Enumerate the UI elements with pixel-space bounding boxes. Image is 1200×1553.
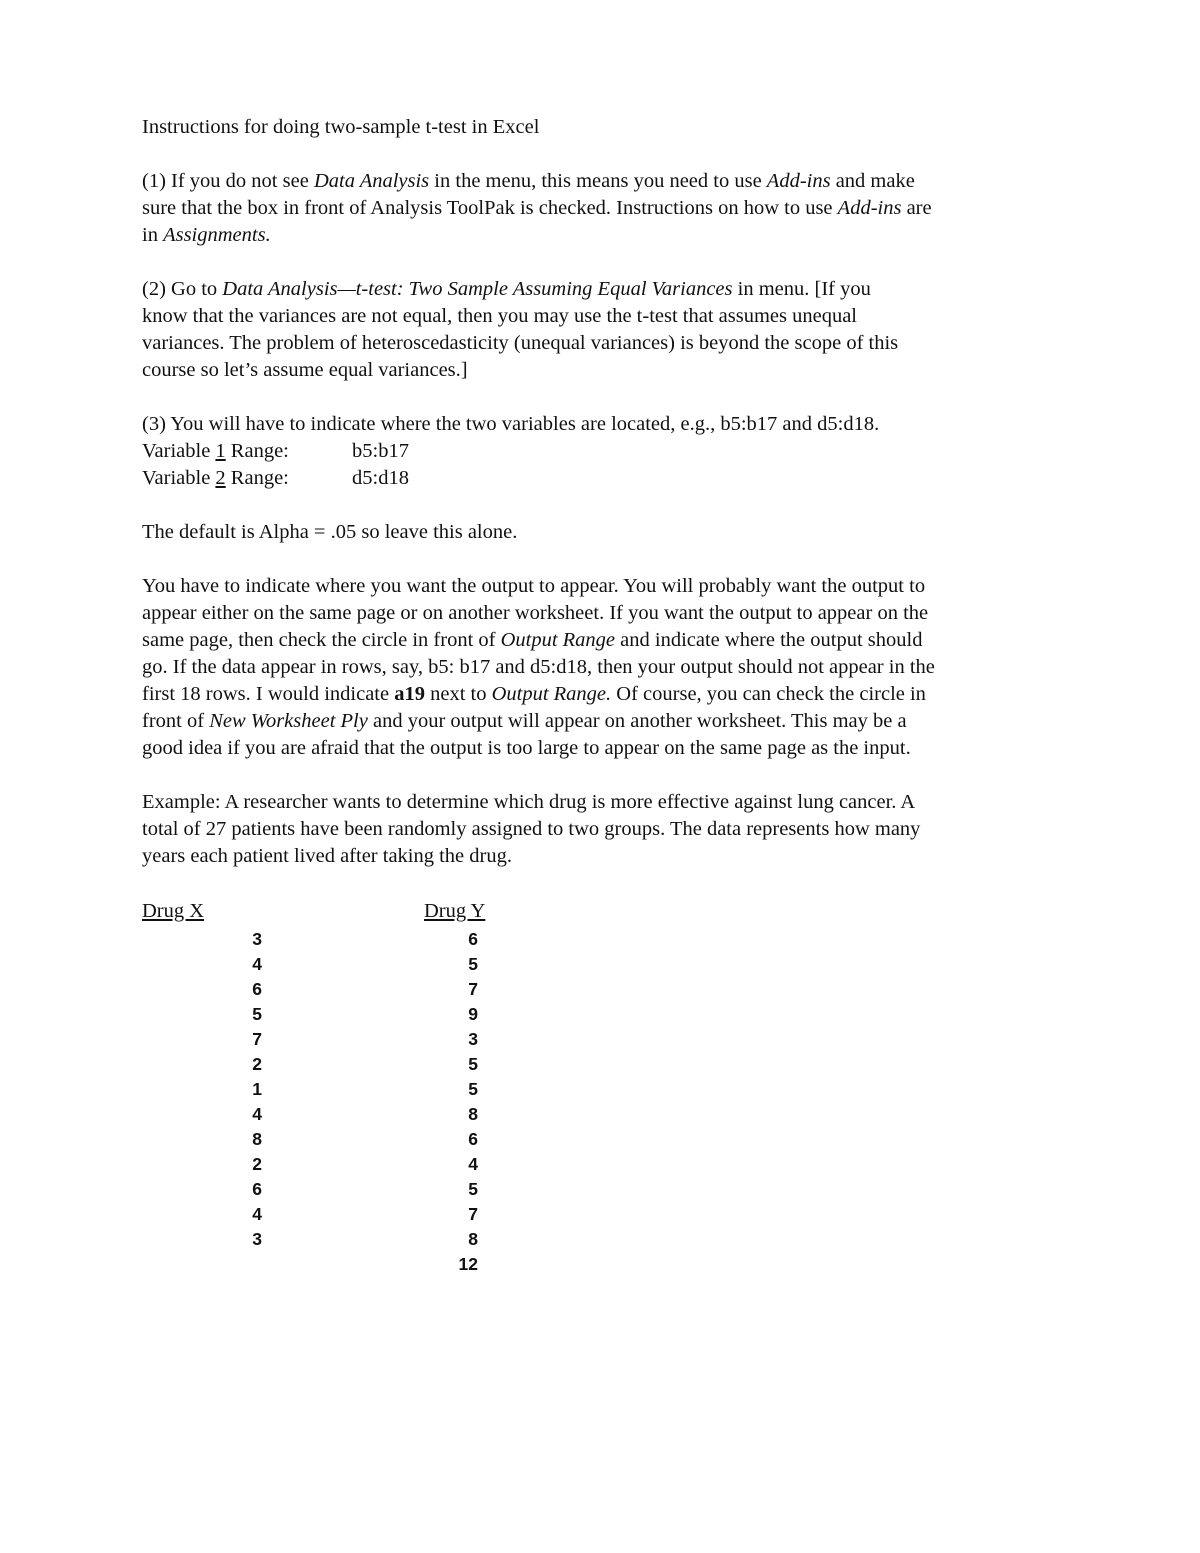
range-value: d5:d18 xyxy=(352,467,409,489)
table-cell: 6 xyxy=(468,1129,478,1149)
text: 2 xyxy=(215,467,226,489)
text: Variable xyxy=(142,440,216,462)
drug-x-header: Drug X xyxy=(142,900,205,922)
table-cell: 5 xyxy=(252,1004,262,1024)
table-cell: 5 xyxy=(468,1054,478,1074)
emphasis: Add-ins xyxy=(766,170,831,192)
text: total of 27 patients have been randomly assigned to two groups. The data represents how many xyxy=(142,818,921,840)
text: 1 xyxy=(215,440,226,462)
table-cell: 4 xyxy=(468,1154,478,1174)
text: Of course, you can check the circle in xyxy=(611,683,926,705)
table-cell: 2 xyxy=(252,1154,262,1174)
text: Range: xyxy=(225,440,289,462)
drug-x-column xyxy=(238,927,262,1252)
emphasis: Assignments. xyxy=(163,224,271,246)
text: and your output will appear on another worksheet. This may be a xyxy=(367,710,907,732)
emphasis: Add-ins xyxy=(837,197,902,219)
text: sure that the box in front of Analysis ToolPak is checked. Instructions on how to use xyxy=(142,197,838,219)
text: same page, then check the circle in front of xyxy=(142,629,501,651)
text: (2) Go to xyxy=(142,278,223,300)
table-cell: 2 xyxy=(252,1054,262,1074)
alpha-note: The default is Alpha = .05 so leave this alone. xyxy=(142,521,518,543)
text: variances. The problem of heteroscedasticity (unequal variances) is beyond the scope of this xyxy=(142,332,899,354)
table-cell: 4 xyxy=(252,1204,262,1224)
text: front of xyxy=(142,710,210,732)
example-paragraph xyxy=(142,789,1062,870)
emphasis: Output Range xyxy=(500,629,616,651)
table-cell: 6 xyxy=(252,979,262,999)
table-cell: 5 xyxy=(468,954,478,974)
table-cell: 7 xyxy=(468,1204,478,1224)
table-cell: 6 xyxy=(468,929,478,949)
text: appear either on the same page or on another worksheet. If you want the output to appear on the xyxy=(142,602,929,624)
output-paragraph xyxy=(142,573,1062,762)
emphasis: Output Range. xyxy=(491,683,612,705)
table-cell: 3 xyxy=(252,1229,262,1249)
step-2-paragraph xyxy=(142,276,1062,384)
text: You have to indicate where you want the output to appear. You will probably want the output to xyxy=(142,575,926,597)
text: Range: xyxy=(225,467,289,489)
text: good idea if you are afraid that the output is too large to appear on the same page as the input. xyxy=(142,737,911,759)
text: first 18 rows. I would indicate xyxy=(142,683,395,705)
text: go. If the data appear in rows, say, b5: b17 and d5:d18, then your output should not appear in the xyxy=(142,656,935,678)
table-cell: 12 xyxy=(458,1254,478,1274)
range-value: b5:b17 xyxy=(352,440,409,462)
table-cell: 4 xyxy=(252,1104,262,1124)
table-cell: 8 xyxy=(252,1129,262,1149)
text: years each patient lived after taking the drug. xyxy=(142,845,512,867)
drug-y-column xyxy=(432,927,478,1277)
step-1-paragraph xyxy=(142,168,1062,249)
strong: a19 xyxy=(394,683,425,705)
text: (1) If you do not see xyxy=(142,170,314,192)
variable-2-range xyxy=(142,465,1062,492)
table-cell: 8 xyxy=(468,1104,478,1124)
step-3-paragraph xyxy=(142,411,1062,492)
table-cell: 3 xyxy=(252,929,262,949)
drug-y-header: Drug Y xyxy=(424,900,486,922)
table-cell: 5 xyxy=(468,1079,478,1099)
text: Variable xyxy=(142,467,216,489)
table-cell: 1 xyxy=(252,1079,262,1099)
text: know that the variances are not equal, then you may use the t-test that assumes unequal xyxy=(142,305,858,327)
table-cell: 4 xyxy=(252,954,262,974)
document-body xyxy=(142,114,1062,870)
table-cell: 3 xyxy=(468,1029,478,1049)
emphasis: Data Analysis—t-test: Two Sample Assuming Equal Variances xyxy=(222,278,733,300)
document-title: Instructions for doing two-sample t-test in Excel xyxy=(142,116,540,138)
text: are xyxy=(901,197,932,219)
table-cell: 5 xyxy=(468,1179,478,1199)
text: and make xyxy=(830,170,915,192)
text: Example: A researcher wants to determine which drug is more effective against lung cancer. A xyxy=(142,791,916,813)
emphasis: New Worksheet Ply xyxy=(209,710,368,732)
text: (3) You will have to indicate where the two variables are located, e.g., b5:b17 and d5:d18. xyxy=(142,413,880,435)
text: course so let’s assume equal variances.] xyxy=(142,359,468,381)
text: next to xyxy=(424,683,492,705)
text: in the menu, this means you need to use xyxy=(429,170,767,192)
table-cell: 9 xyxy=(468,1004,478,1024)
emphasis: Data Analysis xyxy=(313,170,430,192)
text: in xyxy=(142,224,164,246)
variable-1-range xyxy=(142,438,1062,465)
text: and indicate where the output should xyxy=(615,629,923,651)
table-cell: 7 xyxy=(252,1029,262,1049)
table-cell: 7 xyxy=(468,979,478,999)
table-cell: 6 xyxy=(252,1179,262,1199)
table-cell: 8 xyxy=(468,1229,478,1249)
text: in menu. [If you xyxy=(732,278,871,300)
